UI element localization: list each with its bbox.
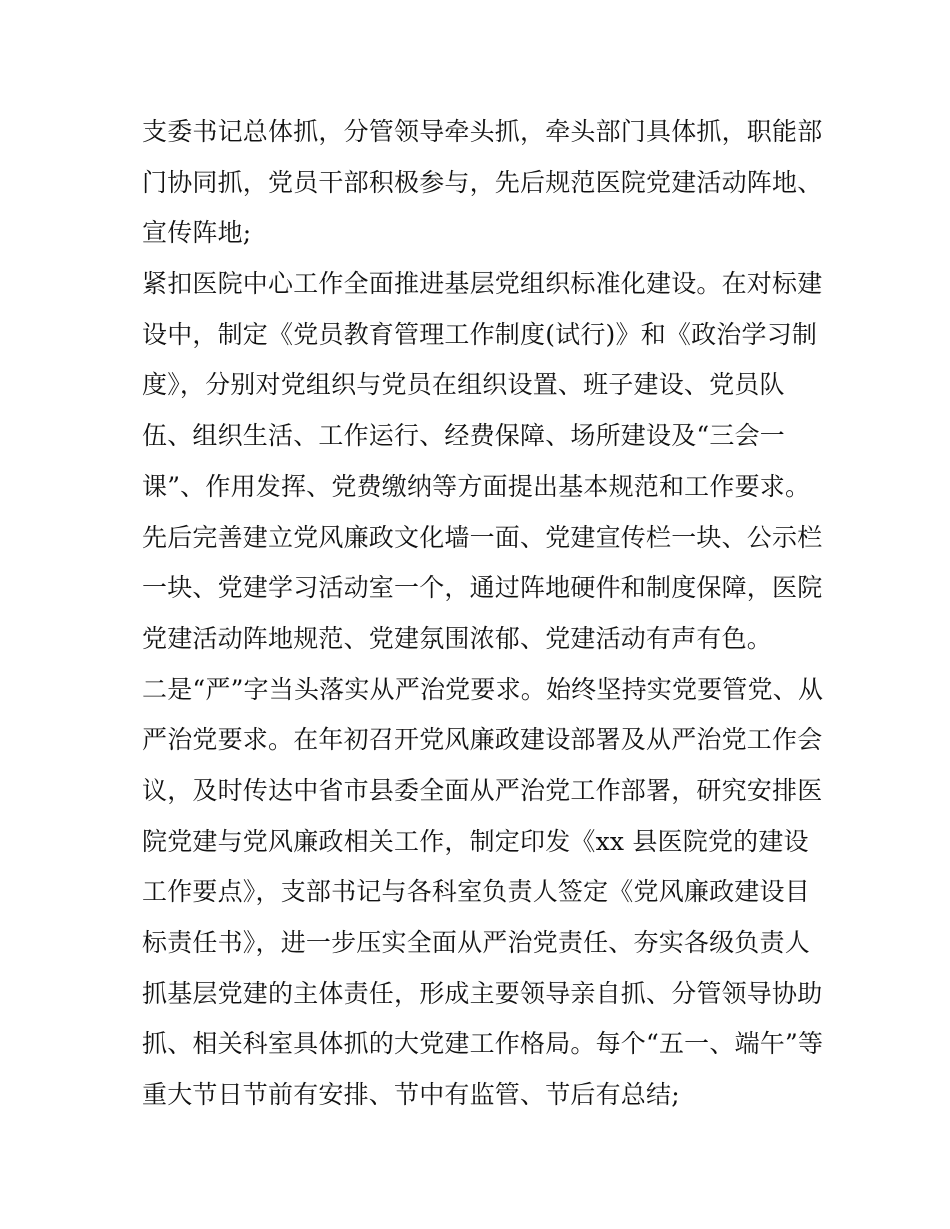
text-line: 支委书记总体抓，分管领导牵头抓，牵头部门具体抓，职能部	[142, 117, 823, 146]
text-line: 先后完善建立党风廉政文化墙一面、党建宣传栏一块、公示栏	[142, 522, 823, 552]
text-line: 宣传阵地;	[142, 218, 252, 248]
text-line: 门协同抓，党员干部积极参与，先后规范医院党建活动阵地、	[142, 167, 823, 197]
text-line: 议，及时传达中省市县委全面从严治党工作部署，研究安排医	[142, 775, 823, 805]
text-line: 抓基层党建的主体责任，形成主要领导亲自抓、分管领导协助	[142, 978, 823, 1008]
text-line: 严治党要求。在年初召开党风廉政建设部署及从严治党工作会	[142, 725, 823, 755]
text-line: 工作要点》，支部书记与各科室负责人签定《党风廉政建设目	[142, 877, 810, 907]
text-line: 一块、党建学习活动室一个，通过阵地硬件和制度保障，医院	[142, 573, 823, 603]
text-line: 标责任书》，进一步压实全面从严治党责任、夯实各级负责人	[142, 928, 810, 957]
text-line: 重大节日节前有安排、节中有监管、节后有总结;	[142, 1080, 680, 1110]
text-line: 度》，分别对党组织与党员在组织设置、班子建设、党员队	[142, 370, 785, 400]
text-line: 设中，制定《党员教育管理工作制度(试行)》和《政治学习制	[142, 319, 818, 349]
text-line: 院党建与党风廉政相关工作，制定印发《xx 县医院党的建设	[142, 826, 809, 856]
text-line: 二是“严”字当头落实从严治党要求。始终坚持实党要管党、从	[142, 674, 824, 704]
body-text	[142, 107, 822, 1121]
text-line: 课”、作用发挥、党费缴纳等方面提出基本规范和工作要求。	[142, 471, 811, 501]
text-line: 紧扣医院中心工作全面推进基层党组织标准化建设。在对标建	[142, 269, 823, 299]
text-line: 抓、相关科室具体抓的大党建工作格局。每个“五一、端午”等	[142, 1029, 824, 1059]
text-line: 伍、组织生活、工作运行、经费保障、场所建设及“三会一	[142, 421, 785, 451]
text-line: 党建活动阵地规范、党建氛围浓郁、党建活动有声有色。	[142, 623, 773, 653]
